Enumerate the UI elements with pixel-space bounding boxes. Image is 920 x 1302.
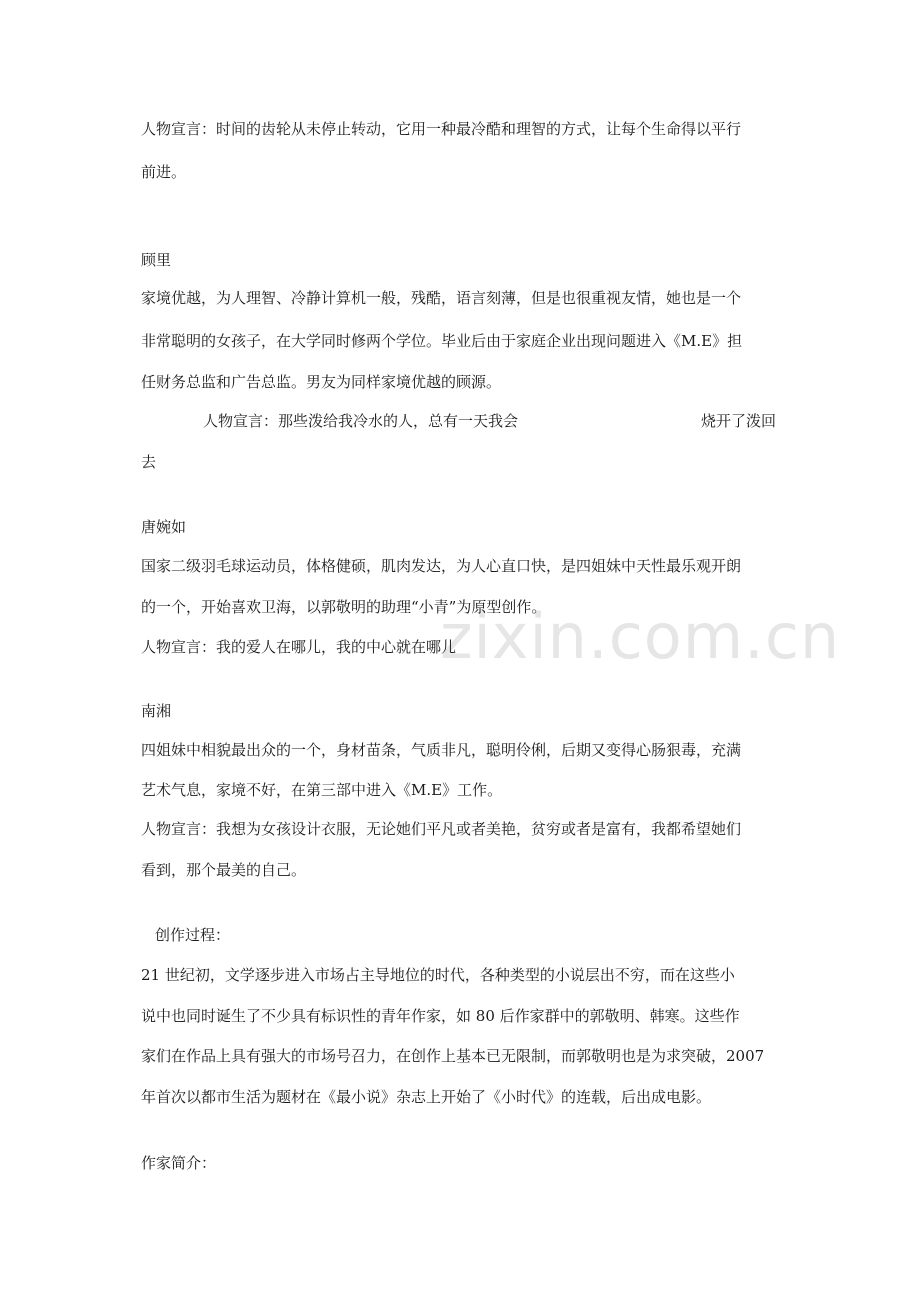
creation-heading: 创作过程： xyxy=(155,926,231,944)
tang-wanru-motto: 人物宣言：我的爱人在哪儿，我的中心就在哪儿 xyxy=(141,638,457,656)
gu-li-motto-part-2: 烧开了泼回 xyxy=(701,412,777,430)
creation-para-line-2: 说中也同时诞生了不少具有标识性的青年作家，如 80 后作家群中的郭敬明、韩寒。这些作 xyxy=(141,1007,740,1025)
gu-li-motto-part-3: 去 xyxy=(141,453,157,471)
tang-wanru-desc-line-2: 的一个，开始喜欢卫海，以郭敬明的助理“小青”为原型创作。 xyxy=(141,598,547,616)
section-heading-gu-li: 顾里 xyxy=(141,251,172,269)
nan-xiang-desc-line-1: 四姐妹中相貌最出众的一个，身材苗条，气质非凡，聪明伶俐，后期又变得心肠狠毒，充满 xyxy=(141,741,742,759)
creation-para-line-3: 家们在作品上具有强大的市场号召力，在创作上基本已无限制，而郭敬明也是为求突破，2007 xyxy=(141,1047,765,1065)
gu-li-desc-line-1: 家境优越，为人理智、冷静计算机一般，残酷，语言刻薄，但是也很重视友情，她也是一个 xyxy=(141,289,742,307)
gu-li-motto-part-1: 人物宣言：那些泼给我冷水的人，总有一天我会 xyxy=(203,412,519,430)
nan-xiang-motto-line-2: 看到，那个最美的自己。 xyxy=(141,861,307,879)
creation-para-line-4: 年首次以都市生活为题材在《最小说》杂志上开始了《小时代》的连载，后出成电影。 xyxy=(141,1088,712,1106)
section-heading-tang-wanru: 唐婉如 xyxy=(141,518,187,536)
gu-li-desc-line-3: 任财务总监和广告总监。男友为同样家境优越的顾源。 xyxy=(141,373,502,391)
tang-wanru-desc-line-1: 国家二级羽毛球运动员，体格健硕，肌肉发达，为人心直口快，是四姐妹中天性最乐观开朗 xyxy=(141,557,742,575)
nan-xiang-motto-line-1: 人物宣言：我想为女孩设计衣服，无论她们平凡或者美艳，贫穷或者是富有，我都希望她们 xyxy=(141,820,742,838)
nan-xiang-desc-line-2: 艺术气息，家境不好，在第三部中进入《M.E》工作。 xyxy=(141,781,503,799)
creation-para-line-1: 21 世纪初，文学逐步进入市场占主导地位的时代，各种类型的小说层出不穷，而在这些小 xyxy=(141,966,735,984)
watermark: zixin.com.cn xyxy=(440,600,841,673)
intro-line-1: 人物宣言：时间的齿轮从未停止转动，它用一种最冷酷和理智的方式，让每个生命得以平行 xyxy=(141,120,742,138)
intro-line-2: 前进。 xyxy=(141,163,187,181)
section-heading-nan-xiang: 南湘 xyxy=(141,702,172,720)
author-heading: 作家简介： xyxy=(141,1154,217,1172)
gu-li-desc-line-2: 非常聪明的女孩子，在大学同时修两个学位。毕业后由于家庭企业出现问题进入《M.E》担 xyxy=(141,332,743,350)
